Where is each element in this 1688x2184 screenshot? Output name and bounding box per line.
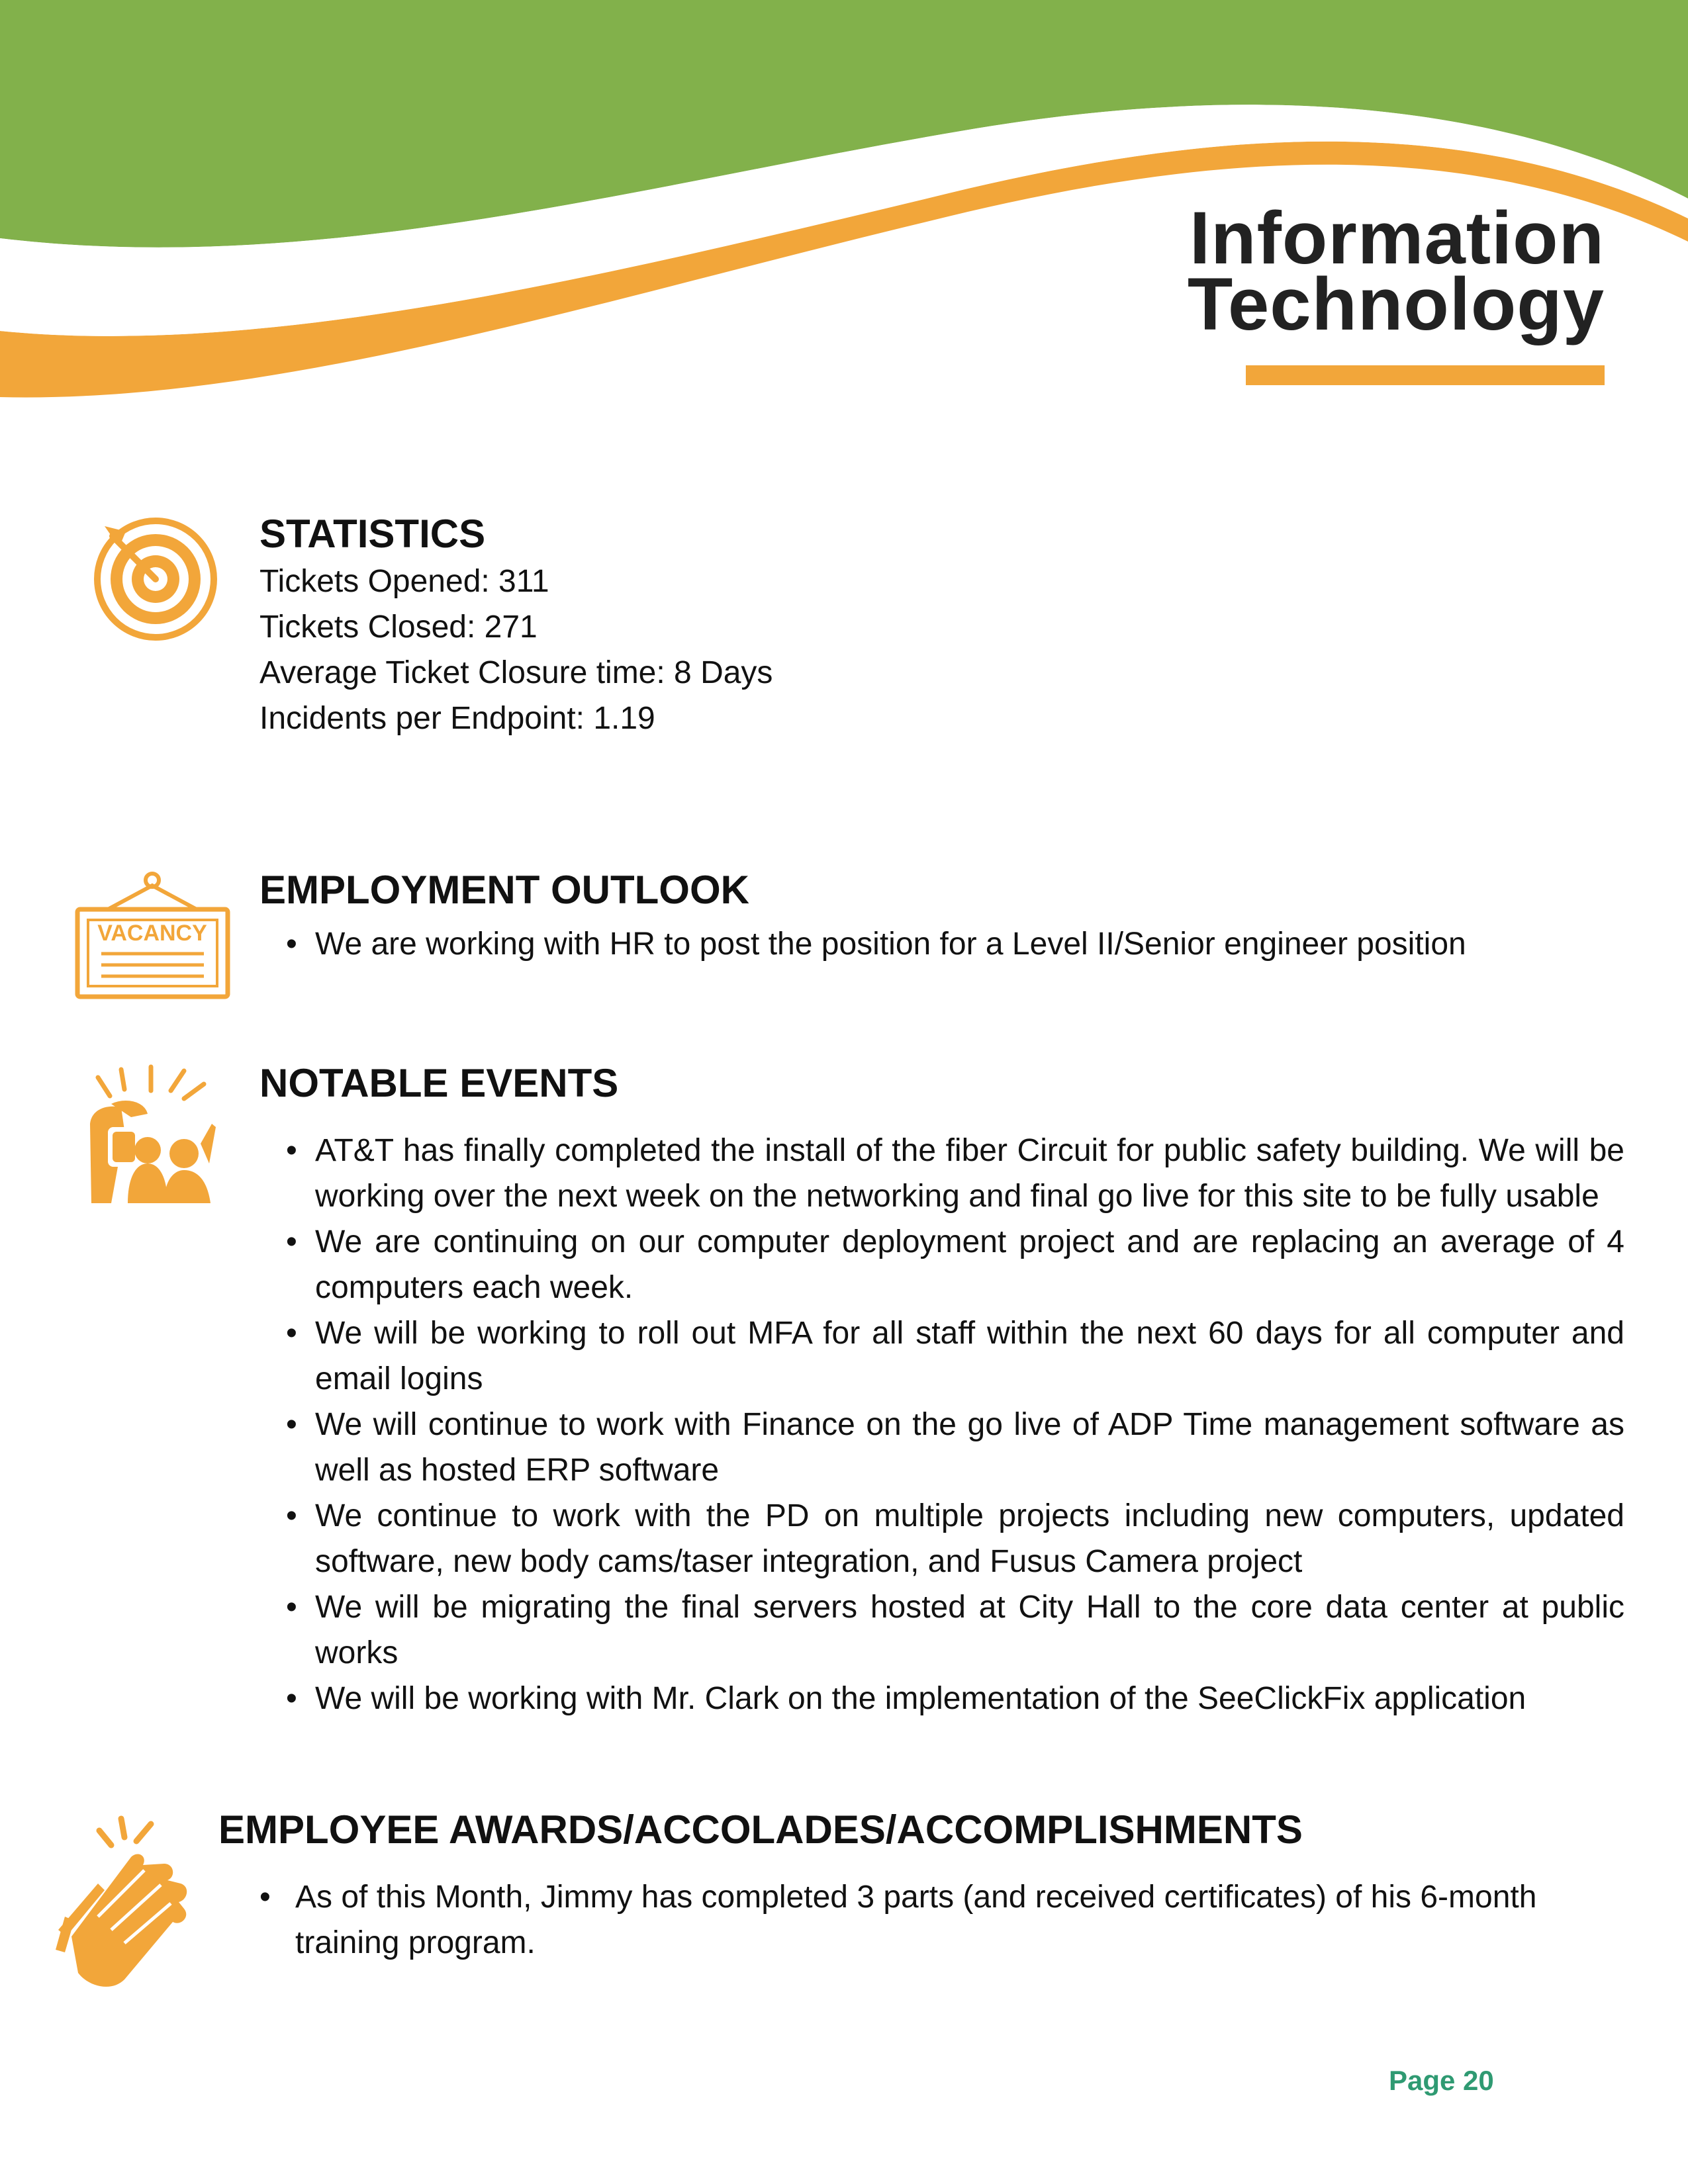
- employment-heading: EMPLOYMENT OUTLOOK: [259, 868, 749, 912]
- list-item: • We continue to work with the PD on multiple projects including new computers, updated software, new body cams/taser integration, and Fusus Camera project: [286, 1498, 1624, 1579]
- page-number: Page 20: [1389, 2065, 1494, 2096]
- list-item: • AT&T has finally completed the install of the fiber Circuit for public safety building. We will be working over the next week on the networking and final go live for this site to be fully usable: [286, 1133, 1624, 1214]
- title-underline: [1246, 365, 1605, 385]
- title-line-2: Technology: [1187, 263, 1605, 345]
- vacancy-sign-icon: [75, 871, 230, 1000]
- stat-tickets-closed: Tickets Closed: 271: [259, 610, 538, 645]
- title-line-1: Information: [1190, 197, 1605, 279]
- target-icon: [93, 513, 218, 645]
- events-list: [259, 1128, 1624, 1721]
- celebration-icon: [85, 1064, 217, 1203]
- statistics-heading: STATISTICS: [259, 512, 486, 556]
- page-title: [1009, 197, 1605, 345]
- events-section: [259, 1060, 1624, 1721]
- awards-list: [218, 1874, 1536, 1966]
- list-item: • We will be working to roll out MFA for all staff within the next 60 days for all computer and email logins: [286, 1316, 1624, 1396]
- list-item: • We are working with HR to post the position for a Level II/Senior engineer position: [286, 927, 1466, 962]
- events-heading: NOTABLE EVENTS: [259, 1061, 619, 1105]
- vacancy-sign-text: VACANCY: [97, 921, 207, 946]
- employment-section: [259, 867, 1583, 967]
- list-item: • We will be migrating the final servers hosted at City Hall to the core data center at public works: [286, 1590, 1624, 1670]
- stat-tickets-opened: Tickets Opened: 311: [259, 564, 549, 599]
- list-item: • We are continuing on our computer deployment project and are replacing an average of 4 computers each week.: [286, 1224, 1624, 1305]
- awards-section: [218, 1807, 1542, 1966]
- employment-list: [259, 921, 1583, 967]
- list-item: • We will be working with Mr. Clark on the implementation of the SeeClickFix application: [286, 1681, 1526, 1716]
- list-item: • As of this Month, Jimmy has completed 3 parts (and received certificates) of his 6-month training program.: [259, 1880, 1537, 1960]
- list-item: • We will continue to work with Finance on the go live of ADP Time management software as well as hosted ERP software: [286, 1407, 1624, 1488]
- awards-heading: EMPLOYEE AWARDS/ACCOLADES/ACCOMPLISHMENTS: [218, 1807, 1303, 1852]
- statistics-section: [259, 511, 1517, 741]
- clapping-hands-icon: [52, 1811, 197, 1996]
- stat-incidents-per-endpoint: Incidents per Endpoint: 1.19: [259, 701, 655, 736]
- stat-average-closure: Average Ticket Closure time: 8 Days: [259, 655, 773, 690]
